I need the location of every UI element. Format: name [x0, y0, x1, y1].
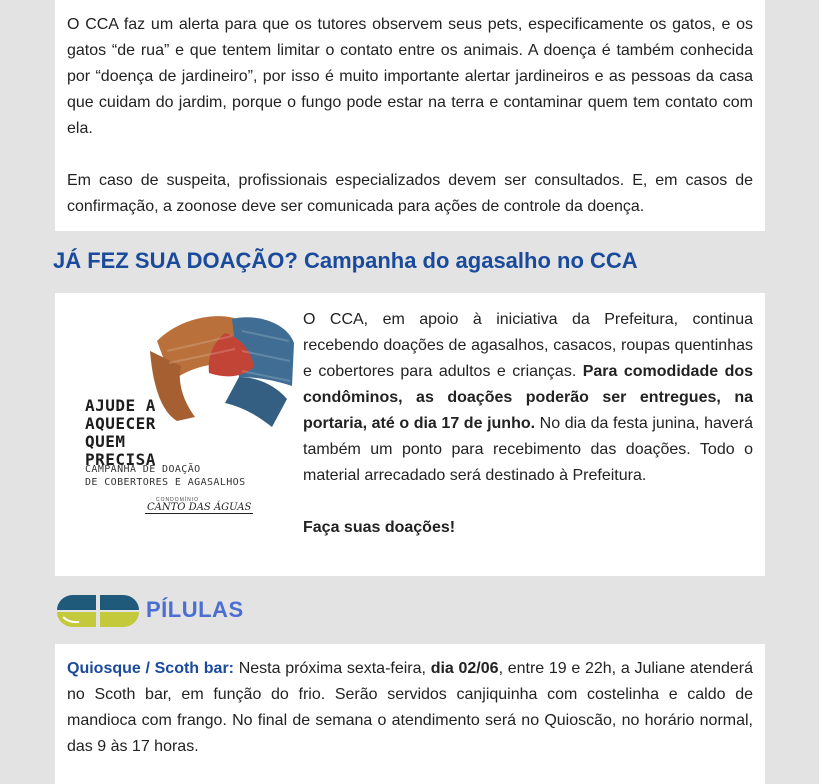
poster-subtitle: CAMPANHA DE DOAÇÃO DE COBERTORES E AGASALHOS — [85, 464, 246, 488]
donation-card — [55, 293, 765, 576]
pilulas-card — [55, 644, 765, 784]
pilulas-item-date: dia 02/06 — [430, 660, 499, 677]
section-heading: JÁ FEZ SUA DOAÇÃO? Campanha do agasalho no CCA — [53, 248, 638, 273]
article-card — [55, 0, 765, 231]
poster-logo: CANTO DAS ÁGUAS — [147, 502, 252, 513]
pilulas-item-text: , entre 19 e 22h, a Juliane atenderá no Scoth bar, em função do frio. Serão servidos canjiquinha com costelinha e caldo de mandioca com frango. No final de semana o atendimento será no Quioscão, no horário normal, das 9 às 17 horas. — [67, 660, 754, 755]
article-paragraph: Em caso de suspeita, profissionais especializados devem ser consultados. E, em casos de confirmação, a zoonose deve ser comunicada para ações de controle da doença. — [67, 172, 753, 215]
poster-logo-small: CONDOMÍNIO — [156, 497, 200, 503]
pilulas-item — [67, 656, 753, 760]
poster-headline: AJUDE A AQUECER QUEM PRECISA — [85, 396, 156, 469]
campaign-poster-image — [55, 293, 293, 576]
donation-cta — [303, 515, 753, 541]
donation-paragraph — [303, 307, 753, 489]
donation-text-a: O CCA, em apoio à iniciativa da Prefeitura, continua recebendo doações de agasalhos, casacos, roupas quentinhas e cobertores para adultos e crianças. — [303, 311, 753, 380]
donation-cta-text: Faça suas doações! — [303, 519, 456, 536]
pill-icon — [55, 593, 141, 629]
pilulas-item-text: Nesta próxima sexta-feira, — [234, 660, 431, 677]
donation-text-bold: Para comodidade dos condôminos, as doações poderão ser entregues, na portaria, até o dia 17 de junho. — [303, 363, 754, 432]
scarf-illustration — [147, 311, 297, 429]
pilulas-item-label: Quiosque / Scoth bar: — [67, 660, 235, 677]
article-paragraph: O CCA faz um alerta para que os tutores observem seus pets, especificamente os gatos, e os gatos “de rua” e que tentem limitar o contato entre os animais. A doença é também conhecida por “doença de jardineiro”, por isso é muito importante alertar jardineiros e as pessoas da casa que cuidam do jardim, porque o fungo pode estar na terra e contaminar quem tem contato com ela. — [67, 16, 753, 137]
donation-text-b: No dia da festa junina, haverá também um ponto para recebimento das doações. Todo o material arrecadado será destinado à Prefeitura. — [303, 415, 754, 484]
donation-text — [303, 307, 753, 541]
pilulas-title: PÍLULAS — [146, 597, 244, 622]
